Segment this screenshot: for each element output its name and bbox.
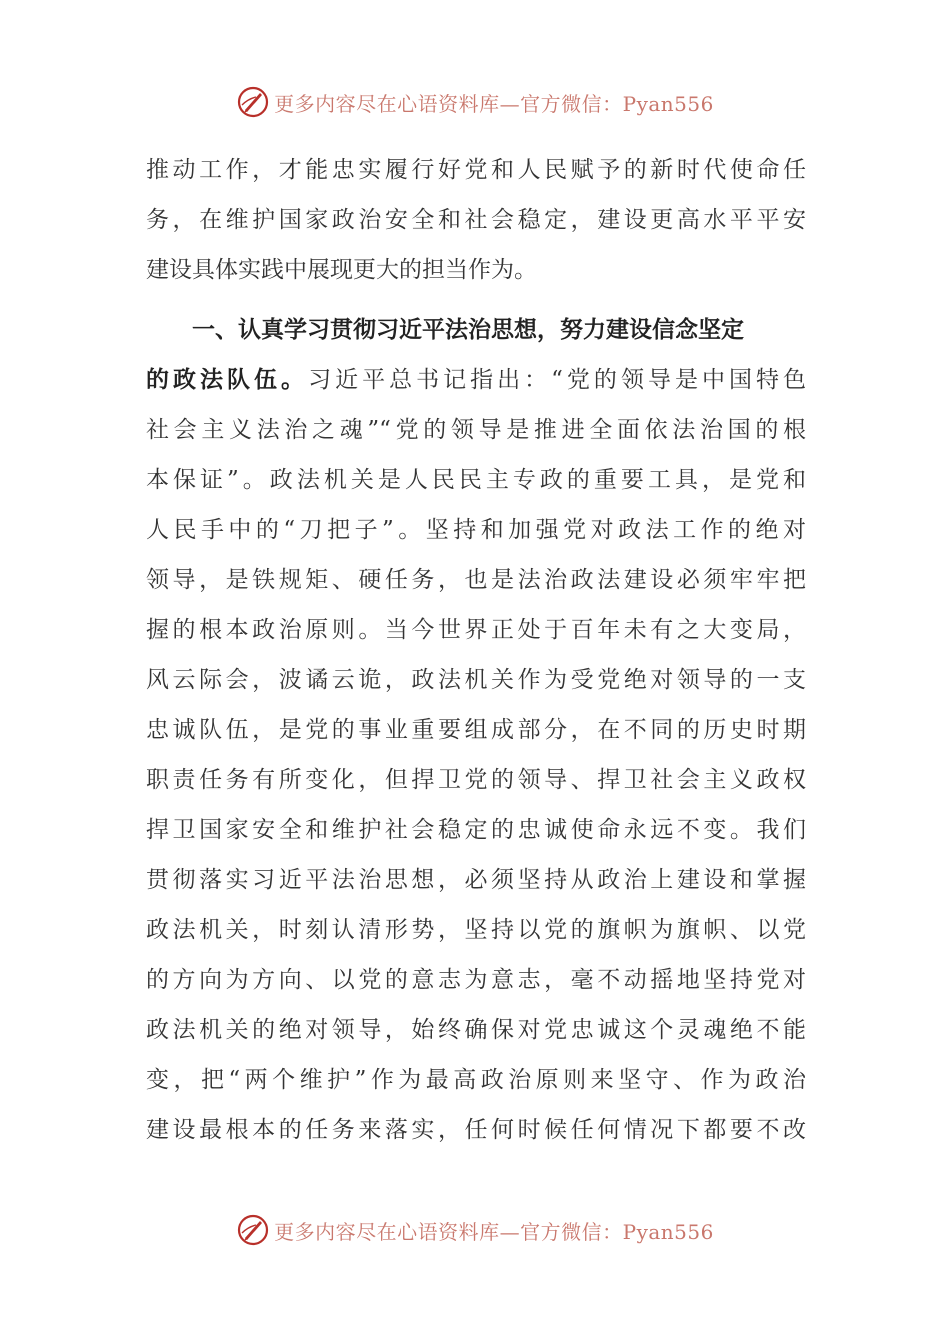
intro-line-2: 务，在维护国家政治安全和社会稳定，建设更高水平平安 bbox=[146, 207, 806, 233]
body-line-5: 握的根本政治原则。当今世界正处于百年未有之大变局， bbox=[146, 617, 806, 643]
header-banner bbox=[0, 82, 950, 122]
quill-logo-icon bbox=[236, 85, 270, 119]
body-line-9: 捍卫国家安全和维护社会稳定的忠诚使命永远不变。我们 bbox=[146, 817, 806, 843]
section-heading-rest: 习近平总书记指出：“党的领导是中国特色 bbox=[308, 367, 806, 393]
body-line-8: 职责任务有所变化，但捍卫党的领导、捍卫社会主义政权 bbox=[146, 767, 806, 793]
footer-banner bbox=[0, 1210, 950, 1250]
body-line-14: 变，把“两个维护”作为最高政治原则来坚守、作为政治 bbox=[146, 1067, 806, 1093]
body-line-13: 政法机关的绝对领导，始终确保对党忠诚这个灵魂绝不能 bbox=[146, 1017, 806, 1043]
footer-banner-text: 更多内容尽在心语资料库—官方微信：Pyan556 bbox=[274, 1219, 714, 1244]
header-banner-text: 更多内容尽在心语资料库—官方微信：Pyan556 bbox=[274, 91, 714, 116]
section-heading-line-2 bbox=[146, 355, 806, 405]
quill-logo-icon bbox=[236, 1213, 270, 1247]
body-line-7: 忠诚队伍，是党的事业重要组成部分，在不同的历史时期 bbox=[146, 717, 806, 743]
body-line-4: 领导，是铁规矩、硬任务，也是法治政法建设必须牢牢把 bbox=[146, 567, 806, 593]
body-line-2: 本保证”。政法机关是人民民主专政的重要工具，是党和 bbox=[146, 467, 806, 493]
body-line-11: 政法机关，时刻认清形势，坚持以党的旗帜为旗帜、以党 bbox=[146, 917, 806, 943]
intro-line-1: 推动工作，才能忠实履行好党和人民赋予的新时代使命任 bbox=[146, 157, 806, 183]
body-line-10: 贯彻落实习近平法治思想，必须坚持从政治上建设和掌握 bbox=[146, 867, 806, 893]
document-body bbox=[146, 145, 806, 1155]
body-line-1: 社会主义法治之魂”“党的领导是推进全面依法治国的根 bbox=[146, 417, 806, 443]
intro-line-3: 建设具体实践中展现更大的担当作为。 bbox=[146, 257, 537, 283]
body-line-6: 风云际会，波谲云诡，政法机关作为受党绝对领导的一支 bbox=[146, 667, 806, 693]
section-heading-line-1: 一、认真学习贯彻习近平法治思想，努力建设信念坚定 bbox=[192, 316, 744, 343]
body-line-3: 人民手中的“刀把子”。坚持和加强党对政法工作的绝对 bbox=[146, 517, 806, 543]
section-heading-bold-tail: 的政法队伍。 bbox=[146, 366, 309, 393]
body-line-12: 的方向为方向、以党的意志为意志，毫不动摇地坚持党对 bbox=[146, 967, 806, 993]
body-line-15: 建设最根本的任务来落实，任何时候任何情况下都要不改 bbox=[146, 1117, 806, 1143]
